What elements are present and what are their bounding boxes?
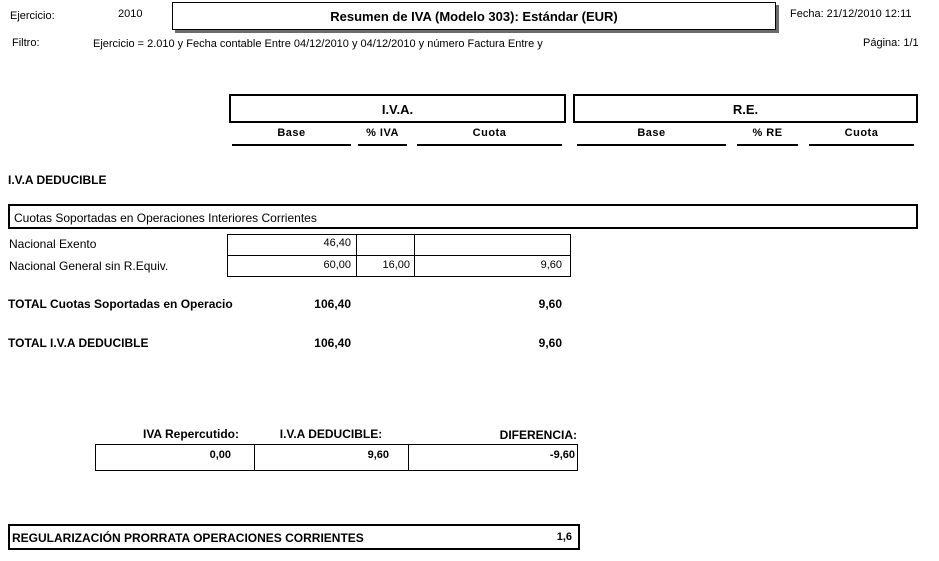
row-label: Nacional Exento (9, 237, 97, 251)
col-header-base: Base (277, 127, 306, 139)
report-title-box (172, 2, 776, 30)
col-header-pct-re: % RE (752, 127, 783, 139)
row-cuota: 9,60 (540, 259, 562, 271)
prorrata-box (8, 524, 580, 550)
col-underline (577, 144, 726, 146)
col-underline (417, 144, 562, 146)
row-pct: 16,00 (382, 259, 410, 271)
col-underline (809, 144, 914, 146)
filtro-label: Filtro: (12, 37, 40, 49)
table-divider (227, 255, 571, 256)
total-subsection-base: 106,40 (314, 297, 351, 311)
total-subsection-cuota: 9,60 (538, 297, 562, 311)
summary-repercutido-label: IVA Repercutido: (142, 427, 239, 441)
subsection-title: Cuotas Soportadas en Operaciones Interiores Corrientes (14, 211, 317, 225)
filtro-value: Ejercicio = 2.010 y Fecha contable Entre 04/12/2010 y 04/12/2010 y número Factura Entre y (93, 38, 543, 50)
row-label: Nacional General sin R.Equiv. (9, 259, 169, 273)
ejercicio-label: Ejercicio: (10, 10, 55, 22)
re-group-label: R.E. (732, 102, 759, 117)
page-number: Página: 1/1 (863, 37, 919, 49)
col-header-pct-iva: % IVA (366, 127, 399, 139)
row-base: 46,40 (323, 237, 351, 249)
summary-deducible-label: I.V.A DEDUCIBLE: (279, 427, 383, 441)
summary-diferencia-label: DIFERENCIA: (499, 428, 577, 442)
re-group-box (573, 94, 918, 123)
subsection-box (8, 204, 918, 229)
total-subsection-label: TOTAL Cuotas Soportadas en Operacio (8, 297, 233, 311)
col-header-cuota-re: Cuota (844, 127, 879, 139)
row-base: 60,00 (323, 259, 351, 271)
col-underline (358, 144, 407, 146)
col-underline (232, 144, 351, 146)
col-header-cuota: Cuota (472, 127, 507, 139)
col-underline (737, 144, 798, 146)
ejercicio-value: 2010 (118, 8, 143, 20)
summary-repercutido-value: 0,00 (209, 449, 231, 461)
prorrata-value: 1,6 (556, 531, 572, 543)
report-title: Resumen de IVA (Modelo 303): Estándar (EUR) (330, 9, 618, 24)
total-deducible-base: 106,40 (314, 336, 351, 350)
summary-deducible-value: 9,60 (367, 449, 389, 461)
total-deducible-label: TOTAL I.V.A DEDUCIBLE (8, 336, 149, 350)
col-header-base-re: Base (637, 127, 666, 139)
iva-group-label: I.V.A. (381, 102, 414, 117)
section-title: I.V.A DEDUCIBLE (8, 173, 107, 187)
summary-diferencia-value: -9,60 (549, 449, 575, 461)
total-deducible-cuota: 9,60 (538, 336, 562, 350)
prorrata-label: REGULARIZACIÓN PRORRATA OPERACIONES CORRIENTES (12, 531, 364, 545)
report-date: Fecha: 21/12/2010 12:11 (790, 8, 912, 20)
iva-group-box (229, 94, 566, 123)
